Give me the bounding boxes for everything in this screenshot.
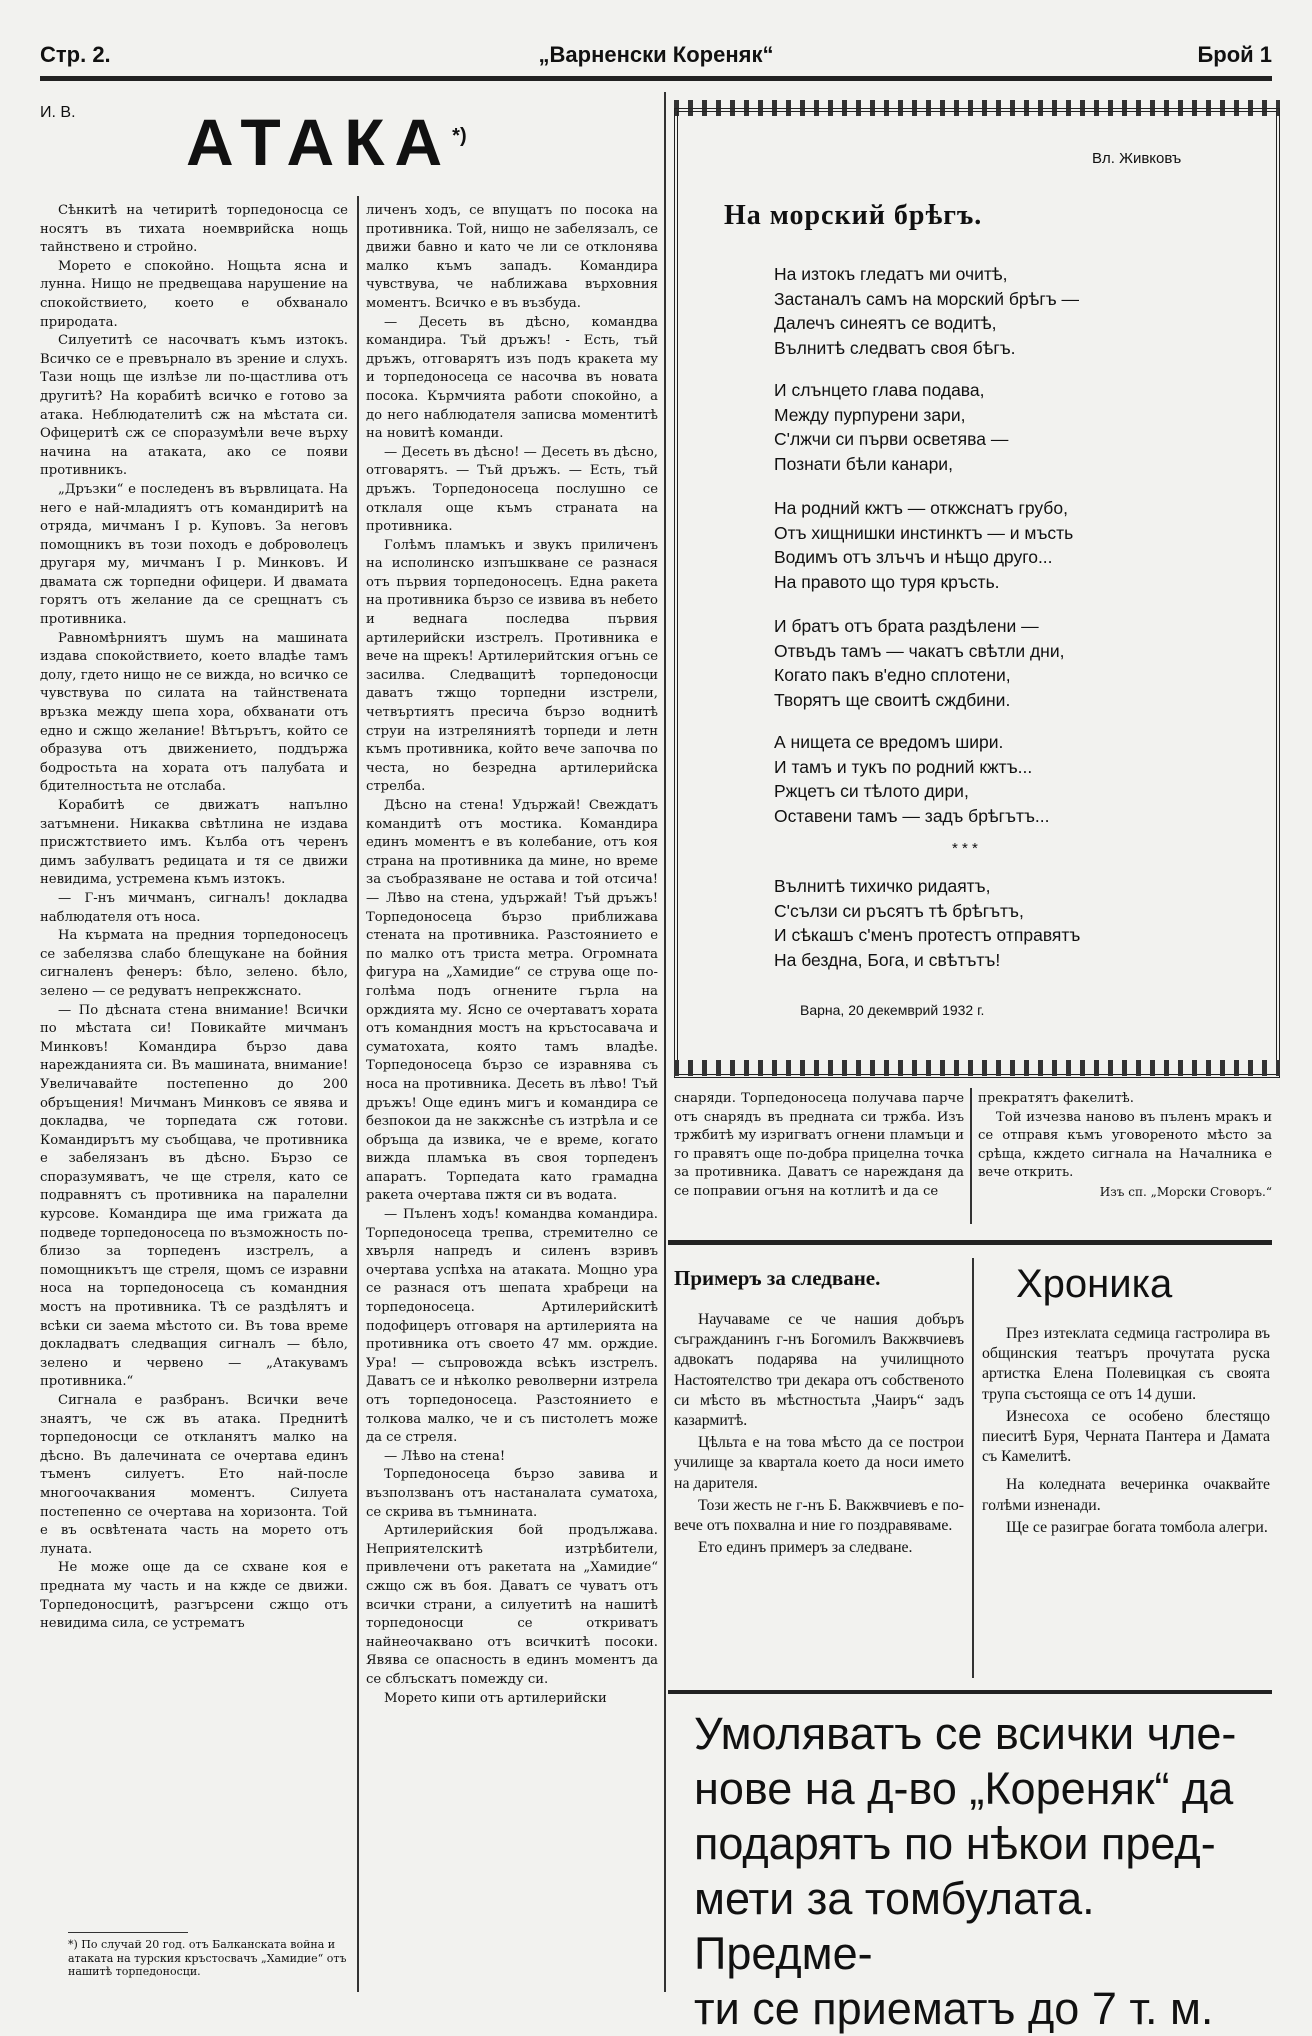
article-column-3 [674,1090,964,1202]
section-rule [668,1690,1272,1694]
paragraph: прекратятъ факелитѣ. [978,1091,1134,1106]
paragraph: снаряди. Торпедоносеца получава парче отъ снарядъ въ предната си тржба. Изъ тржбитѣ му изригватъ огнени пламъци и го правятъ още по-добра прицелна точка за противника. Даватъ се нарежданя да се поправии огъня на котлитѣ и да се [674,1091,964,1199]
page-number: Стр. 2. [40,42,111,67]
article-column-4 [978,1090,1272,1202]
ornament-border-bottom [674,1060,1280,1076]
paragraph: — По дѣсната стена внимание! Всички по мѣстата си! Повикайте мичманъ Минковъ! Командира бързо дава нарежданията си. Въ машината, внимание! Увеличавайте постепенно до 200 обръщения! Мичманъ Минковъ се явява и докладва, че торпедата сж готови. Командирътъ му съобщава, че противника е забелязанъ въ дѣсно. Бързо се споразумяватъ, че ще стреля, като се подравнятъ съ противника на паралелни курсове. Командира ще има грижата да подведе торпедоносеца по възможность по-близо за торпеденъ изстрелъ, а помощникътъ ще стреля, щомъ се изравни носа на торпедоносеца съ командния мостъ на противника. Тѣ се раздѣлятъ и всѣки си заема мѣстото си. Въ това време докладватъ следващия сигналъ — бѣло, зелено и червено — „Атакувамъ противника.“ [40,1002,348,1390]
paragraph: — Десеть въ дѣсно, командва командира. Тъй дръжъ! - Есть, тъй дръжъ, отговарятъ изъ подъ кракета му и торпедоносеца се насочва въ новата посока. Кърмчията работи спокойно, а до него наблюдателя записва моментитѣ на новитѣ команди. [366,314,658,442]
poem-line: Застаналъ самъ на морский брѣгъ — [774,288,1080,309]
announcement-line: подарятъ по нѣкои пред- [694,1818,1216,1869]
article-author: И. В. [40,104,76,121]
poem-line: И сѣкашъ с'менъ протестъ отправятъ [774,925,1081,946]
column-divider [357,196,359,1992]
announcement-line: мети за томбулата. Предме- [694,1873,1095,1979]
poem-line: На изтокъ гледатъ ми очитѣ, [774,264,1008,284]
poem-stanza [774,730,1050,828]
paragraph: Морето е спокойно. Нощьта ясна и лунна. Нищо не предвещава нарушение на спокойствието, което е обхванало природата. [40,258,348,330]
article-column-2 [366,202,658,1992]
poem-line: А нищета се вредомъ шири. [774,732,1004,752]
paragraph: Корабитѣ се движатъ напълно затъмнени. Никаква свѣтлина не издава присжтствието имъ. Кълба отъ черенъ димъ забулватъ редицата и тя се движи невидима, устремена къмъ изтокъ. [40,798,348,888]
poem-line: Вълнитѣ тихичко ридаятъ, [774,876,991,896]
poem-line: Вълнитѣ следватъ своя бѣгъ. [774,337,1016,358]
paragraph: — Пъленъ ходъ! командва командира. Торпедоносеца трепва, стремително се хвърля напредъ и силенъ взривъ очертава успѣха на атаката. Мощно ура се разнася отъ шепата храбреци на торпедоносеца. Артилерийскитѣ подофицеръ отговаря на артилерията на противника отъ своето 47 мм. орждие. Ура! — съпровожда всѣкъ изстрелъ. Даватъ се и нѣколко револверни изтрела отъ торпедоносеца. Разстоянието е толкова малко, че и съ пистолетъ може да се стреля. [366,1207,658,1446]
paragraph: Цѣльта е на това мѣсто да се построи училище за квартала което да носи името на дарителя. [674,1434,964,1492]
paragraph: Изнесоха се особено блестящо пиеситѣ Буря, Черната Пантера и Дамата съ Камелитѣ. [982,1407,1270,1466]
poem-line: Когато пакъ в'едно сплотени, [774,665,1011,686]
paragraph: Ето единъ примеръ за следване. [698,1539,913,1557]
issue-number: Брой 1 [1197,42,1272,67]
paragraph: „Дръзки“ е последенъ въ вървлицата. На него е най-младиятъ отъ командиритѣ на отряда, мичманъ I р. Куповъ. За неговъ помощникъ въ този походъ е доброволецъ другаря му, мичманъ I р. Минковъ. И двамата сж торпедни офицери. И двамата горятъ отъ желание да се срещнатъ съ противника. [40,481,348,628]
poem-stanza [774,262,1079,360]
paragraph: През изтеклата седмица гастролира въ общинския театъръ прочутата руска артистка Елена Полевицкая съ своята трупа състояща се отъ 14 души. [982,1325,1270,1403]
paragraph: — Десеть въ дѣсно! — Десеть въ дѣсно, отговарятъ. — Тъй дръжъ. — Есть, тъй дръжъ. Торпедоносеца послушно се отклаля още къмъ страната на противника. [366,444,658,535]
announcement-line: Умоляватъ се всички чле- [694,1708,1237,1759]
poem-stanza [774,496,1073,594]
poem-author: Вл. Живковъ [1092,150,1182,167]
paragraph: Равномѣрниятъ шумъ на машината издава спокойствието, което владѣе тамъ долу, гдето нищо не се вижда, но всичко се чувствува по силата на тайнствената връзка между шепа хора, обхванати отъ едно и сжщо желание! Вѣтърътъ, който се образува отъ движението, поддържа бодростьта на хората отъ палубата и бдителностьта не отслаба. [40,630,348,795]
paragraph: Силуетитѣ се насочватъ къмъ изтокъ. Всичко се е превърнало въ зрение и слухъ. Тази нощь ще излѣзе ли по-щастлива отъ другитѣ? На корабитѣ всичко е готово за атака. Неблюдателитѣ сж на мѣстата си. Офицеритѣ сж се споразумѣли вече върху начина на атаката, ако се появи противникъ. [40,333,348,479]
poem-line: Между пурпурени зари, [774,404,966,425]
poem-line: На бездна, Бога, и свѣтътъ! [774,949,1001,970]
paragraph: На кърмата на предния торпедоносецъ се забелязва слабо блещукане на бойния сигналенъ фенеръ: бѣло, зелено. бѣло, зелено — се редуватъ непрекжснато. [40,928,348,999]
paragraph: Научаваме се че нашия добъръ съгражданинъ г-нъ Богомилъ Вакжвчиевъ адвокатъ подарява на училищното Настоятелство три декара отъ собственото си мѣсто въ мѣстностьта „Чаиръ“ задъ казармитѣ. [674,1311,964,1430]
title-text: АТАКА [186,105,453,179]
paragraph: Сигнала е разбранъ. Всички вече знаятъ, че сж въ атака. Преднитѣ торпедоносци се откланятъ малко на дѣсно. Въ далечината се очертава единъ тъменъ силуетъ. Ето най-после многоочаквания моментъ. Силуета постепенно се очертава на хоризонта. Той е въ освѣтената часть на морето отъ луната. [40,1393,348,1557]
poem-line: Ржцетъ си тѣлото дири, [774,781,969,802]
footnote-mark: *) [452,125,467,147]
paragraph: — Лѣво на стена! [384,1448,506,1464]
example-body [674,1310,964,1560]
announcement [694,1706,1264,2036]
poem-line: И слънцето глава подава, [774,380,985,400]
chronicle-body [982,1324,1270,1540]
paragraph: личенъ ходъ, се впущатъ по посока на противника. Той, нищо не забелязалъ, се движи бавно и като че ли се отклонява малко къмъ западъ. Командира чувствува, че наближава върховния моментъ. Всичко е въ възбуда. [366,203,658,311]
paragraph: Артилерийския бой продължава. Неприятелскитѣ изтрѣбители, привлечени отъ ракетата на „Хамидие“ сжщо сж въ боя. Даватъ се чуватъ отъ всички страни, а силуетитѣ на нашитѣ торпедоносци се откриватъ найнеочаквано отъ всичкитѣ посоки. Явява се опасность в единъ моментъ да се сблъскатъ помежду си. [366,1523,658,1687]
column-divider [972,1258,974,1678]
paragraph: Той изчезва наново въ пъленъ мракъ и се отправя къмъ уговореното мѣсто за срѣща, кждето сигнала на Началника е вече открить. [978,1109,1272,1181]
poem-line: С'сълзи си ръсятъ тѣ брѣгътъ, [774,900,1024,921]
section-rule [668,1240,1272,1245]
paragraph: Торпедоносеца бързо завива и възползванъ отъ настаналата суматоха, се скрива въ тъмнината. [366,1467,658,1520]
poem-stanza [774,874,1080,972]
poem-stanza [774,378,1008,476]
poem-separator: * * * [952,840,978,857]
poem-line: Творятъ ще своитѣ сждбини. [774,689,1011,710]
article-source: Изъ сп. „Морски Сговоръ.“ [1099,1184,1272,1199]
footnote-rule [68,1932,188,1933]
announcement-line: ти се приематъ до 7 т. м. [694,1983,1214,2034]
poem-line: С'лжчи си първи осветява — [774,429,1009,450]
article-column-1 [40,202,348,1862]
chronicle-title: Хроника [1016,1262,1173,1306]
poem-stanza [774,614,1064,712]
paragraph: Дѣсно на стена! Удържай! Свеждатъ командитѣ отъ мостика. Командира единъ моментъ е въ колебание, отъ коя страна на противника да мине, но време за съобразяване не остава и той отсича! — Лѣво на стена, удържай! Тъй дръжъ! Торпедоносеца бързо приближава стената на противника. Разстоянието е по малко отъ триста метра. Огромната фигура на „Хамидие“ се струва още по-голѣма подъ огнените гърла на орждията му. Ясно се очертаватъ хората отъ командния мостъ на кръстосавача и суматохата, която тамъ владѣе. Торпедоносеца бързо се изравнява съ носа на противника. Десеть въ лѣво! Тъй дръжъ! Още единъ мигъ и командира се безпокои да не закжснѣе съ изтрѣла и се обръща да извика, че е време, когато вижда пламъка въ своя торпеденъ апаратъ. Торпедата като грамадна ракета очертава пжтя си въ водата. [366,798,658,1204]
paragraph: Морето кипи отъ артилерийски [384,1690,607,1706]
poem-line: Водимъ отъ злъчъ и нѣщо друго... [774,547,1053,568]
poem-line: Оставени тамъ — задъ брѣгътъ... [774,805,1050,826]
header-rule [40,76,1272,81]
paragraph: Този жесть не г-нъ Б. Вакжвчиевъ е по-вече отъ похвална и ние го поздравяваме. [674,1496,964,1535]
poem-title: На морский брѣгъ. [724,200,983,231]
column-divider [970,1088,972,1224]
poem-line: Отъ хищнишки инстинктъ — и мъсть [774,522,1074,543]
poem-line: На родний кжтъ — откжснатъ грубо, [774,498,1068,518]
poem-line: Отвъдъ тамъ — чакатъ свѣтли дни, [774,640,1065,661]
paragraph: Не може още да се схване коя е предната му часть и на кжде се движи. Торпедоносцитѣ, разгърсени сжщо отъ невидима сила, се устрематъ [40,1560,348,1632]
article-title [186,104,467,180]
announcement-line: нове на д-во „Кореняк“ да [694,1763,1234,1814]
poem-line: На правото що туря кръсть. [774,571,1000,592]
poem-line: Познати бѣли канари, [774,453,953,474]
poem-line: Далечъ синеятъ се водитѣ, [774,313,997,334]
poem-line: И тамъ и тукъ по родний кжтъ... [774,756,1033,777]
paragraph: Голѣмъ пламъкъ и звукъ приличенъ на исполинско изпъшкване се разнася отъ първия торпедоносецъ. Една ракета на противника бързо се извива въ небето и веднага последва първия артилерийски изстрелъ. Противника е вече на щрекъ! Артилерийтския огънь се засилва. Следващитѣ торпедоносци даватъ тжщо торпедни изстрели, четвъртиятъ пресича бързо воднитѣ струи на изтреляниятѣ торпеди и летн къмъ противника, който вече започва по честа, но безредна артилерийска стрелба. [366,537,658,795]
poem-line: И братъ отъ брата раздѣлени — [774,616,1039,636]
footnote: *) По случай 20 год. отъ Балканската война и атаката на турския кръстосвачъ „Хамидие“ отъ нашитѣ торпедоносци. [68,1938,347,1978]
newspaper-name: „Варненски Кореняк“ [538,42,774,67]
paragraph: Ще се разиграе богата томбола алегри. [1006,1518,1268,1536]
example-title: Примеръ за следване. [674,1266,881,1290]
paragraph: Сѣнкитѣ на четиритѣ торпедоносца се носятъ въ тихата ноемврийска нощь тайнствено и стройно. [40,203,348,256]
paragraph: На коледната вечеринка очаквайте голѣми изненади. [982,1476,1270,1514]
paragraph: — Г-нъ мичманъ, сигналъ! докладва наблюдателя отъ носа. [40,890,348,925]
poem-date: Варна, 20 декемврий 1932 г. [800,1002,985,1018]
column-divider [664,92,666,1992]
